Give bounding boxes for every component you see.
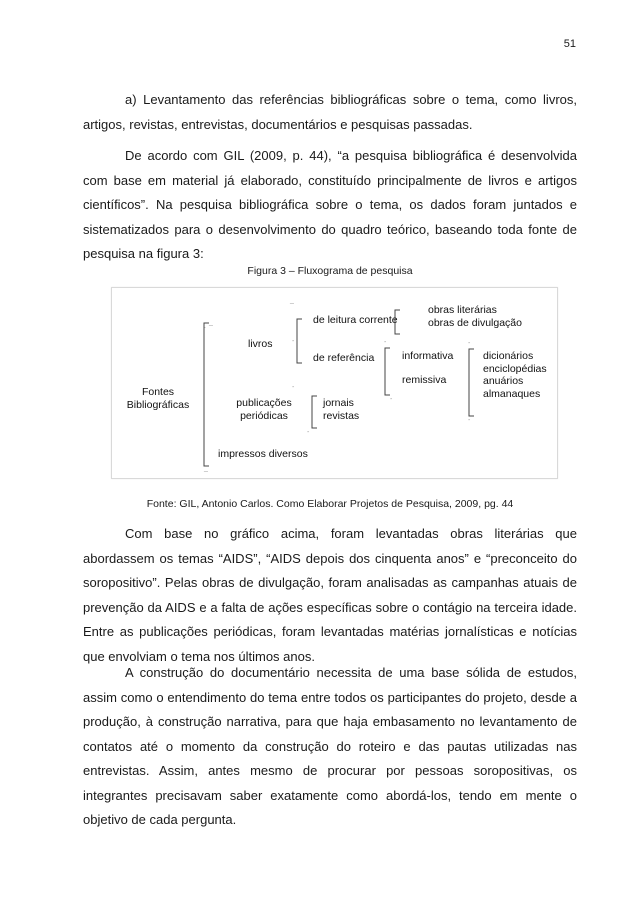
svg-text:.: .: [204, 323, 206, 330]
node-fontes-bibliograficas: Fontes Bibliográficas: [126, 386, 190, 411]
paragraph-2: De acordo com GIL (2009, p. 44), “a pesquisa bibliográfica é desenvolvida com base em material já elaborado, constituído principalmente de livros e artigos científicos”. Na pesquisa bibliográfica sobre o tema, os dados foram juntados e sistematizados para o desenvolvimento do quadro teórico, baseando toda fonte de pesquisa na figura 3:: [83, 148, 577, 261]
node-obras: obras literárias obras de divulgação: [428, 304, 522, 329]
node-livros: livros: [248, 338, 273, 350]
svg-text:-: -: [307, 429, 310, 436]
node-de-leitura-corrente: de leitura corrente: [313, 314, 398, 326]
node-jornais-revistas: jornais revistas: [323, 397, 360, 422]
figure-caption: Figura 3 – Fluxograma de pesquisa: [247, 265, 413, 277]
svg-text:-: -: [468, 340, 471, 347]
node-de-referencia: de referência: [313, 352, 375, 364]
svg-text:-: -: [292, 338, 295, 345]
node-dicionarios-list: dicionários enciclopédias anuários almanaques: [483, 350, 547, 400]
svg-text:-: -: [468, 417, 471, 424]
svg-text:-: -: [292, 384, 295, 391]
paragraph-3: Com base no gráfico acima, foram levantadas obras literárias que abordassem os temas “AIDS”, “AIDS depois dos cinquenta anos” e “preconceito do soropositivo”. Pelas obras de divulgação, foram analisadas as campanhas atuais de prevenção da AIDS e a falta de ações específicas sobre o contágio na terceira idade. Entre as publicações periódicas, foram levantadas matérias jornalísticas e notícias que envolviam o tema nos últimos anos.: [83, 526, 577, 664]
node-informativa: informativa: [402, 350, 454, 362]
node-impressos-diversos: impressos diversos: [218, 448, 308, 460]
flowchart-figure: [111, 287, 558, 479]
bracket-livros: [297, 319, 302, 363]
node-publicacoes-periodicas: publicações periódicas: [236, 397, 292, 422]
figure-source: Fonte: GIL, Antonio Carlos. Como Elaborar Projetos de Pesquisa, 2009, pg. 44: [146, 498, 514, 510]
bracket-periodicas: [312, 396, 317, 428]
svg-text:_: _: [209, 319, 213, 326]
svg-text:_: _: [290, 297, 294, 304]
paragraph-4: A construção do documentário necessita de uma base sólida de estudos, assim como o entendimento do tema entre todos os participantes do projeto, desde a produção, à construção narrativa, para que haja embasamento no levantamento de contatos até o momento da construção do roteiro e das pautas utilizadas nas entrevistas. Assim, antes mesmo de procurar por pessoas soropositivas, os integrantes precisavam saber exatamente como abordá-los, tendo em mente o objetivo de cada pergunta.: [83, 665, 577, 827]
node-remissiva: remissiva: [402, 374, 447, 386]
svg-text:_: _: [204, 465, 208, 472]
svg-text:-: -: [384, 339, 387, 346]
svg-text:-: -: [390, 396, 393, 403]
bracket-root: [204, 323, 209, 466]
paragraph-1: a) Levantamento das referências bibliográficas sobre o tema, como livros, artigos, revistas, entrevistas, documentários e pesquisas passadas.: [83, 92, 577, 132]
page-number: 51: [563, 38, 576, 50]
bracket-informativa: [469, 349, 474, 416]
bracket-referencia: [385, 348, 390, 395]
